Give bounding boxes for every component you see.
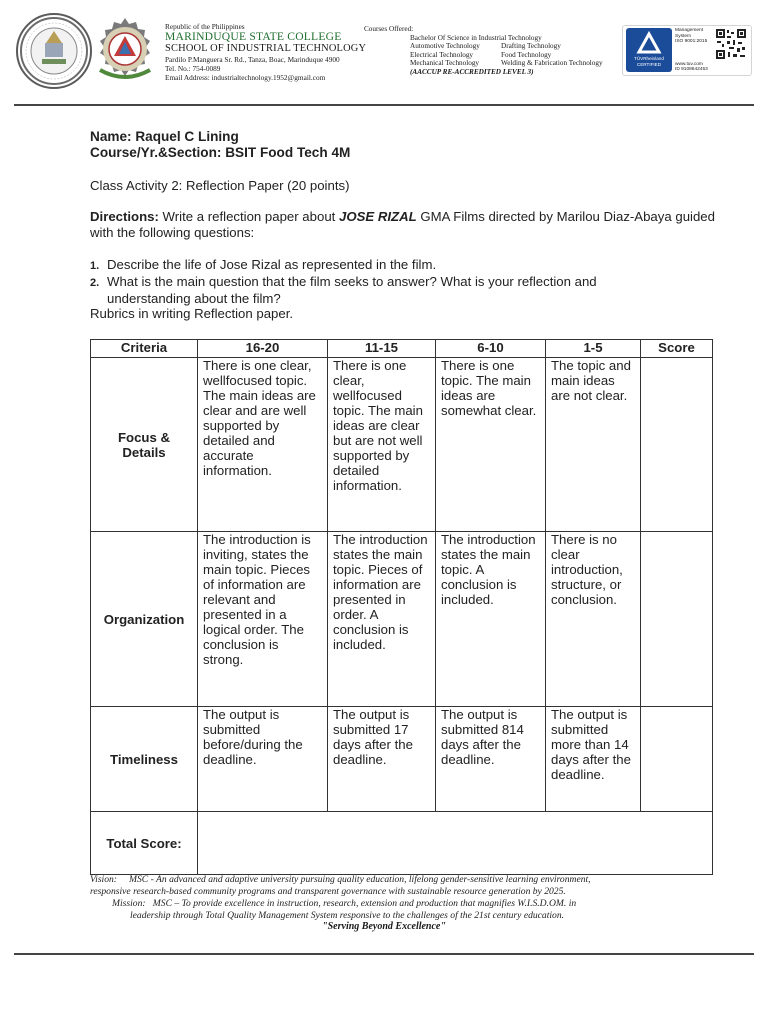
tuv-badge-sub: CERTIFIED <box>636 61 662 67</box>
mission-label: Mission: <box>112 898 146 909</box>
rubric-cell: The output is submitted more than 14 days after the deadline. <box>546 707 641 812</box>
qr-code-icon <box>715 28 747 60</box>
republic-text: Republic of the Philippines <box>165 22 245 31</box>
msc-seal-graphic <box>18 15 90 87</box>
question-text-cont: understanding about the film? <box>107 291 281 306</box>
header-11-15: 11-15 <box>328 340 436 358</box>
msc-seal-logo <box>16 13 92 89</box>
question-number: 1. <box>90 260 100 272</box>
sit-gear-logo <box>90 12 160 84</box>
rubric-table <box>90 339 713 875</box>
course-item: Automotive Technology <box>410 42 480 51</box>
rubric-cell: The introduction states the main topic. Pieces of information are presented in order. A conclusion is included. <box>328 532 436 707</box>
rubric-cell: The topic and main ideas are not clear. <box>546 358 641 532</box>
table-header-row <box>91 340 713 358</box>
mission-line: MSC – To provide excellence in instruction, research, extension and production that magnifies W.I.S.D.OM. in <box>152 898 577 909</box>
tel-text: Tel. No.: 754-0089 <box>165 64 221 73</box>
cert-line: ISO 9001:2015 <box>675 39 708 45</box>
address-text: Pardilo P.Manguera Sr. Rd., Tanza, Boac, Marinduque 4900 <box>165 55 340 64</box>
course-row <box>410 59 603 68</box>
cert-line: System <box>675 33 691 39</box>
vision-line: MSC - An advanced and adaptive university pursuing quality education, lifelong gender-sensitive learning environment, <box>129 874 591 885</box>
rubric-cell: There is one clear, wellfocused topic. The main ideas are clear but are not well supported by detailed information. <box>328 358 436 532</box>
course-item: Food Technology <box>501 50 552 59</box>
total-score-cell[interactable] <box>198 812 713 875</box>
question-text: What is the main question that the film seeks to answer? What is your reflection and <box>107 274 597 289</box>
header-1-5: 1-5 <box>546 340 641 358</box>
vision-text-2: responsive research-based community programs and transparent governance with sustainable resource generation by 2025. <box>90 886 566 897</box>
table-row <box>91 707 713 812</box>
footer-divider <box>14 953 754 955</box>
rubric-cell: The introduction states the main topic. A conclusion is included. <box>436 532 546 707</box>
cert-id: ID 9108642453 <box>675 67 708 73</box>
courses-title: Courses Offered: <box>364 25 414 33</box>
activity-title: Class Activity 2: Reflection Paper (20 points) <box>90 178 350 193</box>
vision-label: Vision: <box>90 874 118 885</box>
vision-text <box>90 874 690 886</box>
score-cell[interactable] <box>641 358 713 532</box>
student-course: Course/Yr.&Section: BSIT Food Tech 4M <box>90 145 351 160</box>
question-item <box>90 274 597 307</box>
course-row <box>410 42 603 51</box>
header-divider <box>14 104 754 106</box>
course-item: Drafting Technology <box>501 42 561 51</box>
cert-text <box>675 28 708 73</box>
header-16-20: 16-20 <box>198 340 328 358</box>
course-item: Mechanical Technology <box>410 59 480 68</box>
score-cell[interactable] <box>641 707 713 812</box>
course-row <box>410 51 603 60</box>
rubric-cell: There is one topic. The main ideas are somewhat clear. <box>436 358 546 532</box>
question-number: 2. <box>90 277 100 289</box>
student-name: Name: Raquel C Lining <box>90 129 239 144</box>
header-text-block <box>165 22 366 82</box>
accreditation-text: (AACCUP RE-ACCREDITED LEVEL 3) <box>410 67 534 76</box>
table-row <box>91 358 713 532</box>
rubric-cell: The introduction is inviting, states the main topic. Pieces of information are relevant and presented in a logical order. The conclusion is strong. <box>198 532 328 707</box>
cert-line: Management <box>675 28 703 33</box>
cert-site: www.tuv.com <box>675 61 703 67</box>
course-item: Welding & Fabrication Technology <box>501 59 603 68</box>
course-item: Electrical Technology <box>410 50 474 59</box>
directions-label: Directions: <box>90 209 159 224</box>
course-list <box>410 34 603 68</box>
total-label: Total Score: <box>91 812 198 875</box>
header-criteria: Criteria <box>91 340 198 358</box>
rubrics-intro: Rubrics in writing Reflection paper. <box>90 306 294 321</box>
rubric-cell: The output is submitted before/during the deadline. <box>198 707 328 812</box>
directions-pre: Write a reflection paper about <box>158 209 339 224</box>
criteria-cell: Organization <box>91 532 198 707</box>
school-name: SCHOOL OF INDUSTRIAL TECHNOLOGY <box>165 43 367 54</box>
sit-gear-graphic <box>90 12 160 84</box>
rubric-cell: The output is submitted 814 days after the deadline. <box>436 707 546 812</box>
question-text: Describe the life of Jose Rizal as represented in the film. <box>107 257 437 272</box>
tuv-badge <box>626 28 672 72</box>
total-row <box>91 812 713 875</box>
table-row <box>91 532 713 707</box>
criteria-label: Focus & Details <box>117 429 171 460</box>
courses-offered-block <box>364 25 603 77</box>
mission-text <box>112 898 712 910</box>
question-item <box>90 257 436 274</box>
directions-post: GMA Films directed by Marilou Diaz-Abaya guided with the following questions: <box>90 209 715 240</box>
college-name: MARINDUQUE STATE COLLEGE <box>165 30 342 43</box>
rubric-cell: There is no clear introduction, structure, or conclusion. <box>546 532 641 707</box>
header-score: Score <box>641 340 713 358</box>
iso-certification-badge <box>622 25 752 76</box>
rubric-cell: There is one clear, wellfocused topic. The main ideas are clear and are well supported by detailed and accurate information. <box>198 358 328 532</box>
header-6-10: 6-10 <box>436 340 546 358</box>
criteria-cell <box>91 358 198 532</box>
directions-paragraph <box>90 209 730 241</box>
rubric-cell: The output is submitted 17 days after the deadline. <box>328 707 436 812</box>
course-main: Bachelor Of Science in Industrial Technology <box>410 33 542 42</box>
directions-film-title: JOSE RIZAL <box>338 209 417 224</box>
email-text: Email Address: industrialtechnology.1952@gmail.com <box>165 73 326 82</box>
slogan: "Serving Beyond Excellence" <box>322 921 446 932</box>
criteria-cell: Timeliness <box>91 707 198 812</box>
mission-text-2: leadership through Total Quality Management System responsive to the challenges of the 21st century education. <box>130 910 565 921</box>
tuv-badge-name: TÜVRheinland <box>634 56 664 61</box>
score-cell[interactable] <box>641 532 713 707</box>
